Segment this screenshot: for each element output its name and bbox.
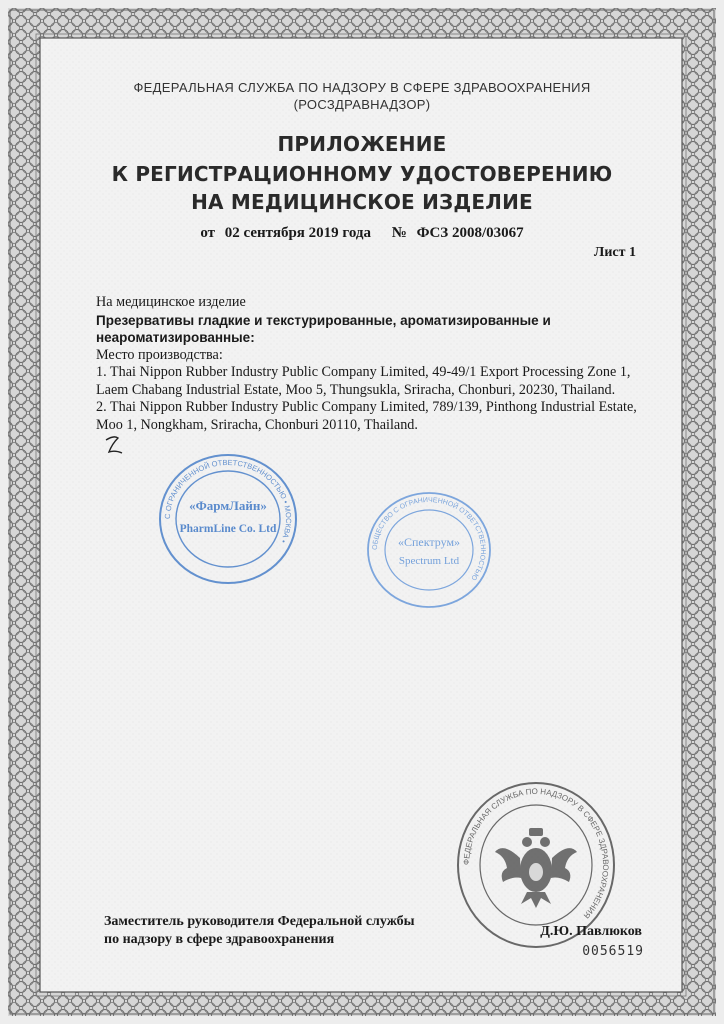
certificate-line xyxy=(0,225,724,242)
place-label: Место производства: xyxy=(96,346,223,363)
agency-name: ФЕДЕРАЛЬНАЯ СЛУЖБА ПО НАДЗОРУ В СФЕРЕ ЗДРАВООХРАНЕНИЯ xyxy=(133,80,591,95)
title-line-3: НА МЕДИЦИНСКОЕ ИЗДЕЛИЕ xyxy=(191,190,533,214)
title-line-1: ПРИЛОЖЕНИЕ xyxy=(277,132,447,156)
manufacturing-place-1: 1. Thai Nippon Rubber Industry Public Company Limited, 49-49/1 Export Processing Zone 1, Laem Chabang Industrial Estate, Moo 5, Thungsukla, Sriracha, Chonburi, 20230, Thailand. xyxy=(96,364,631,398)
roszdravnadzor-ring-text: ФЕДЕРАЛЬНАЯ СЛУЖБА ПО НАДЗОРУ В СФЕРЕ ЗДРАВООХРАНЕНИЯ xyxy=(461,786,611,921)
handwritten-mark xyxy=(100,430,130,460)
pharmline-name-ru: «ФармЛайн» xyxy=(189,498,267,513)
pharmline-ring-text: С ОГРАНИЧЕННОЙ ОТВЕТСТВЕННОСТЬЮ • МОСКВА • xyxy=(162,457,294,545)
manufacturing-place-2: 2. Thai Nippon Rubber Industry Public Company Limited, 789/139, Pinthong Industrial Estate, Moo 1, Nongkham, Sriracha, Chonburi 20110, Thailand. xyxy=(96,399,637,433)
pharmline-stamp xyxy=(157,452,299,587)
signatory-position xyxy=(104,913,415,949)
from-label: от xyxy=(200,225,216,241)
certificate-number: ФСЗ 2008/03067 xyxy=(416,225,524,241)
spectrum-name-ru: «Спектрум» xyxy=(397,535,461,549)
position-line-1: Заместитель руководителя Федеральной службы xyxy=(104,914,415,929)
document-body xyxy=(96,294,666,434)
spectrum-stamp xyxy=(365,490,493,610)
number-sign: № xyxy=(391,225,407,241)
pharmline-name-en: PharmLine Co. Ltd xyxy=(179,523,277,535)
intro-text: На медицинское изделие xyxy=(96,294,246,310)
spectrum-ring-text: ОБЩЕСТВО С ОГРАНИЧЕННОЙ ОТВЕТСТВЕННОСТЬЮ xyxy=(371,496,487,582)
serial-number: 0056519 xyxy=(582,944,644,959)
title-line-2: К РЕГИСТРАЦИОННОМУ УДОСТОВЕРЕНИЮ xyxy=(111,162,613,186)
signatory-name: Д.Ю. Павлюков xyxy=(540,924,642,939)
sheet-number: Лист 1 xyxy=(593,245,636,260)
certificate-date: 02 сентября 2019 года xyxy=(224,225,371,241)
spectrum-name-en: Spectrum Ltd xyxy=(398,555,460,567)
position-line-2: по надзору в сфере здравоохранения xyxy=(104,932,335,947)
agency-short-name: (РОСЗДРАВНАДЗОР) xyxy=(293,97,431,112)
product-name: Презервативы гладкие и текстурированные, ароматизированные и неароматизированные: xyxy=(96,312,551,345)
